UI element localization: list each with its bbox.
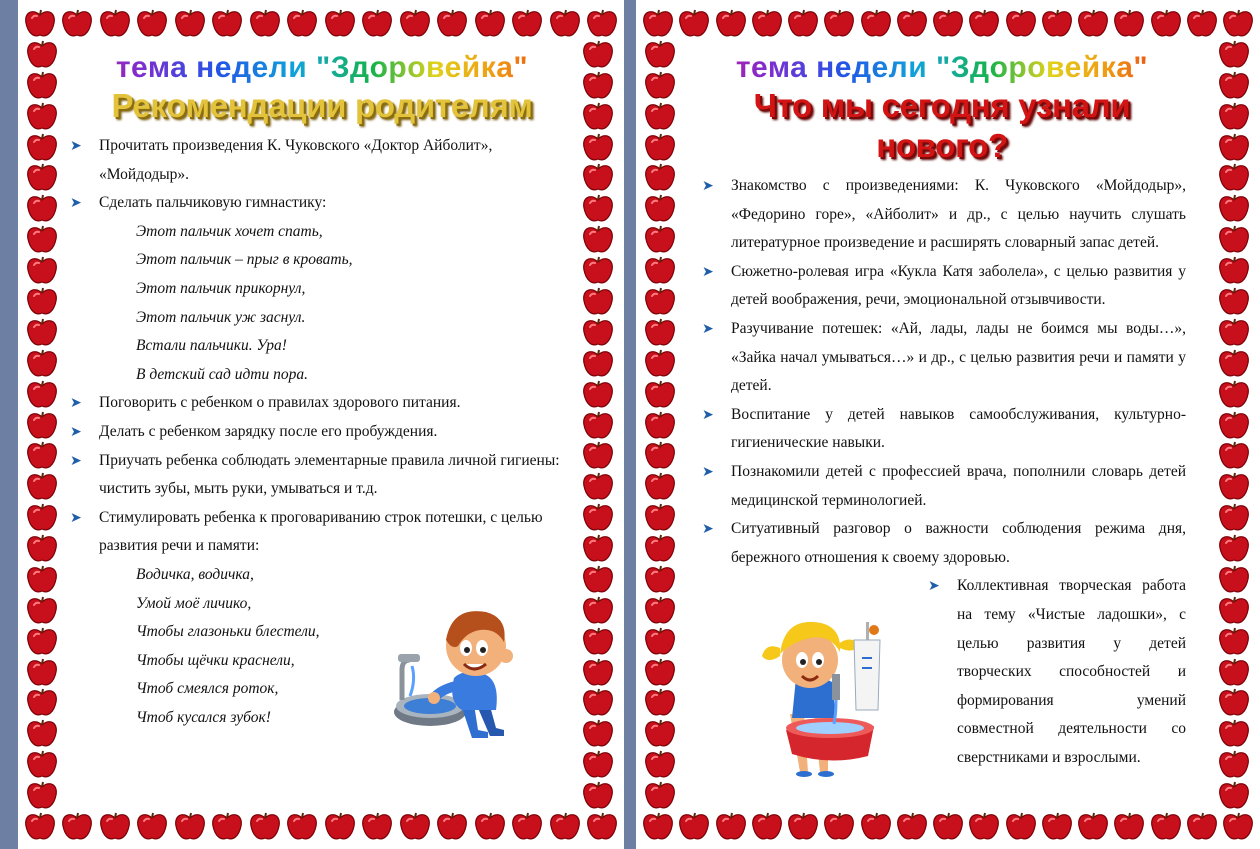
apple-decoration [582,595,614,625]
apple-decoration [644,255,676,285]
apple-decoration [26,162,58,192]
apple-decoration [26,224,58,254]
apple-decoration [582,255,614,285]
list-item: ➤ Поговорить с ребенком о правилах здорового питания. [66,389,578,418]
apple-decoration [26,718,58,748]
apple-decoration [26,657,58,687]
apple-decoration [582,564,614,594]
apple-decoration [644,626,676,656]
apple-decoration [26,317,58,347]
list-item: ➤ Делать с ребенком зарядку после его пробуждения. [66,418,578,447]
apple-decoration [286,811,318,841]
apple-decoration [24,8,56,38]
apple-decoration [715,8,747,38]
apple-decoration [586,811,618,841]
apple-decoration [26,132,58,162]
apple-decoration [286,8,318,38]
apple-decoration [99,811,131,841]
apple-decoration [99,8,131,38]
apple-decoration [136,811,168,841]
apple-decoration [644,657,676,687]
apple-decoration [26,255,58,285]
apple-decoration [174,811,206,841]
apple-decoration [860,8,892,38]
rhyme-line: Водичка, водичка, [136,565,254,583]
apple-decoration [26,193,58,223]
apple-decoration [511,811,543,841]
apple-decoration [582,410,614,440]
apple-decoration [324,8,356,38]
apple-decoration [582,70,614,100]
apple-decoration [932,811,964,841]
apple-decoration [26,348,58,378]
apple-decoration [1218,533,1250,563]
apple-decoration [582,317,614,347]
apple-decoration [1218,595,1250,625]
apple-decoration [26,533,58,563]
apple-decoration [582,657,614,687]
apple-decoration [249,8,281,38]
arrow-bullet-icon: ➤ [702,178,714,194]
apple-decoration [644,564,676,594]
apple-decoration [644,749,676,779]
apple-decoration [582,101,614,131]
apple-decoration [1218,101,1250,131]
apple-decoration [644,687,676,717]
apple-decoration [787,811,819,841]
apple-decoration [436,8,468,38]
apple-decoration [644,502,676,532]
apple-decoration [644,379,676,409]
apple-decoration [582,440,614,470]
arrow-bullet-icon: ➤ [70,423,82,440]
apple-decoration [361,8,393,38]
apple-decoration [582,718,614,748]
apple-decoration [582,379,614,409]
apple-decoration [61,811,93,841]
apple-decoration [644,471,676,501]
apple-decoration [474,8,506,38]
apple-decoration [549,811,581,841]
apple-decoration [582,533,614,563]
apple-decoration [644,410,676,440]
apple-decoration [644,718,676,748]
theme-title: тема недели "Здоровейка" [66,50,578,86]
apple-decoration [26,502,58,532]
apple-decoration [1150,811,1182,841]
apple-decoration [1218,502,1250,532]
apple-decoration [174,8,206,38]
apple-decoration [249,811,281,841]
arrow-bullet-icon: ➤ [70,509,82,526]
arrow-bullet-icon: ➤ [70,395,82,412]
apple-decoration [582,224,614,254]
apple-decoration [136,8,168,38]
apple-decoration [644,101,676,131]
apple-decoration [644,162,676,192]
apple-decoration [1005,811,1037,841]
apple-decoration [1222,811,1254,841]
apple-decoration [860,811,892,841]
list-item: ➤ Ситуативный разговор о важности соблюдения режима дня, бережного отношения к своему здоровью. [698,515,1186,572]
apple-decoration [644,70,676,100]
apple-decoration [26,564,58,594]
apple-decoration [1218,70,1250,100]
apple-decoration [399,811,431,841]
apple-decoration [511,8,543,38]
apple-decoration [582,132,614,162]
apple-decoration [211,811,243,841]
list-item: ➤ Знакомство с произведениями: К. Чуковского «Мойдодыр», «Федорино горе», «Айболит» и др., с целью научить слушать литературное произведение и расширять словарный запас детей. [698,172,1186,258]
apple-decoration [644,595,676,625]
apple-decoration [26,379,58,409]
verse-line: Этот пальчик – прыг в кровать, [136,251,353,269]
apple-decoration [678,8,710,38]
apple-decoration [644,193,676,223]
apple-decoration [26,70,58,100]
apple-decoration [644,317,676,347]
apple-decoration [582,780,614,810]
list-item: ➤ Прочитать произведения К. Чуковского «Доктор Айболит», «Мойдодыр». [66,132,578,189]
apple-decoration [61,8,93,38]
apple-decoration [1218,286,1250,316]
apple-decoration [968,811,1000,841]
verse-line: Встали пальчики. Ура! [136,337,287,355]
rhyme-line: Чтоб кусался зубок! [136,708,271,726]
apple-decoration [582,502,614,532]
list-item: ➤ Сюжетно-ролевая игра «Кукла Катя заболела», с целью развития у детей воображения, речи, эмоциональной отзывчивости. [698,258,1186,315]
apple-decoration [644,780,676,810]
apple-decoration [549,8,581,38]
apple-decoration [751,8,783,38]
right-page [636,0,1260,849]
apple-decoration [26,471,58,501]
rhyme-line: Чтобы щёчки краснели, [136,651,295,669]
apple-decoration [1218,687,1250,717]
apple-decoration [823,8,855,38]
apple-decoration [823,811,855,841]
apple-decoration [678,811,710,841]
apple-decoration [211,8,243,38]
apple-decoration [1218,39,1250,69]
girl-washing-illustration [750,618,890,778]
apple-decoration [582,471,614,501]
apple-decoration [26,687,58,717]
apple-decoration [436,811,468,841]
list-item: ➤ Сделать пальчиковую гимнастику: [66,189,578,218]
apple-decoration [586,8,618,38]
apple-decoration [1150,8,1182,38]
arrow-bullet-icon: ➤ [70,138,82,154]
arrow-bullet-icon: ➤ [70,452,82,469]
apple-decoration [751,811,783,841]
theme-title: тема недели "Здоровейка" [698,50,1186,86]
apple-decoration [1218,718,1250,748]
apple-decoration [932,8,964,38]
apple-decoration [1077,811,1109,841]
list-item: ➤ Воспитание у детей навыков самообслуживания, культурно-гигиенические навыки. [698,401,1186,458]
apple-decoration [1218,255,1250,285]
apple-decoration [1041,811,1073,841]
apple-decoration [24,811,56,841]
apple-decoration [1005,8,1037,38]
apple-decoration [1218,348,1250,378]
apple-decoration [644,132,676,162]
apple-decoration [26,39,58,69]
apple-decoration [1218,224,1250,254]
arrow-bullet-icon: ➤ [702,521,714,538]
apple-decoration [896,811,928,841]
apple-decoration [644,440,676,470]
apple-decoration [715,811,747,841]
apple-decoration [324,811,356,841]
apple-decoration [582,286,614,316]
apple-decoration [1186,8,1218,38]
apple-decoration [1041,8,1073,38]
apple-decoration [1218,410,1250,440]
arrow-bullet-icon: ➤ [70,195,82,212]
list-item: ➤ Коллективная творческая работа на тему «Чистые ладошки», с целью развития у детей творческих способностей и формирования умений совместной деятельности со сверстниками и взрослыми. [924,572,1186,772]
apple-decoration [399,8,431,38]
verse-line: Этот пальчик прикорнул, [136,279,306,297]
apple-decoration [1218,626,1250,656]
apple-decoration [582,749,614,779]
apple-decoration [582,626,614,656]
apple-decoration [968,8,1000,38]
apple-decoration [1077,8,1109,38]
apple-decoration [642,811,674,841]
apple-decoration [26,626,58,656]
apple-decoration [644,533,676,563]
rhyme-line: Умой моё личико, [136,594,252,612]
apple-decoration [644,224,676,254]
rhyme-line: Чтоб смеялся роток, [136,680,279,698]
page-subtitle: Что мы сегодня узнали нового? [753,87,1131,164]
apple-decoration [26,286,58,316]
apple-decoration [1218,132,1250,162]
list-item: ➤ Приучать ребенка соблюдать элементарные правила личной гигиены: чистить зубы, мыть руки, умываться и т.д. [66,447,578,504]
verse-line: Этот пальчик хочет спать, [136,222,323,240]
apple-decoration [1222,8,1254,38]
arrow-bullet-icon: ➤ [702,320,714,337]
boy-washing-illustration [390,600,520,745]
page-subtitle: Рекомендации родителям [111,87,533,124]
apple-decoration [1218,564,1250,594]
apple-decoration [644,348,676,378]
apple-decoration [1218,379,1250,409]
apple-decoration [1186,811,1218,841]
apple-decoration [582,162,614,192]
arrow-bullet-icon: ➤ [702,463,714,480]
apple-decoration [1218,193,1250,223]
list-item: ➤ Стимулировать ребенка к проговариванию строк потешки, с целью развития речи и памяти: [66,504,578,561]
apple-decoration [582,348,614,378]
apple-decoration [1218,780,1250,810]
verse-line: Этот пальчик уж заснул. [136,308,306,326]
apple-decoration [1218,657,1250,687]
apple-decoration [1218,440,1250,470]
apple-decoration [1218,749,1250,779]
apple-decoration [1218,471,1250,501]
apple-decoration [361,811,393,841]
apple-decoration [1218,162,1250,192]
verse-line: В детский сад идти пора. [136,365,308,383]
apple-decoration [26,410,58,440]
list-item: ➤ Разучивание потешек: «Ай, лады, лады не боимся мы воды…», «Зайка начал умываться…» и др., с целью развития речи и памяти у детей. [698,315,1186,401]
list-item: ➤ Познакомили детей с профессией врача, пополнили словарь детей медицинской терминологией. [698,458,1186,515]
apple-decoration [26,101,58,131]
apple-decoration [1113,811,1145,841]
apple-decoration [582,193,614,223]
arrow-bullet-icon: ➤ [702,263,714,280]
apple-decoration [26,780,58,810]
apple-decoration [474,811,506,841]
arrow-bullet-icon: ➤ [928,578,940,595]
apple-decoration [1218,317,1250,347]
apple-decoration [26,440,58,470]
rhyme-line: Чтобы глазоньки блестели, [136,623,320,641]
apple-decoration [644,39,676,69]
apple-decoration [644,286,676,316]
apple-decoration [787,8,819,38]
apple-decoration [896,8,928,38]
left-page [18,0,624,849]
apple-decoration [582,687,614,717]
apple-decoration [582,39,614,69]
apple-decoration [26,595,58,625]
apple-decoration [1113,8,1145,38]
apple-decoration [642,8,674,38]
arrow-bullet-icon: ➤ [702,406,714,423]
apple-decoration [26,749,58,779]
